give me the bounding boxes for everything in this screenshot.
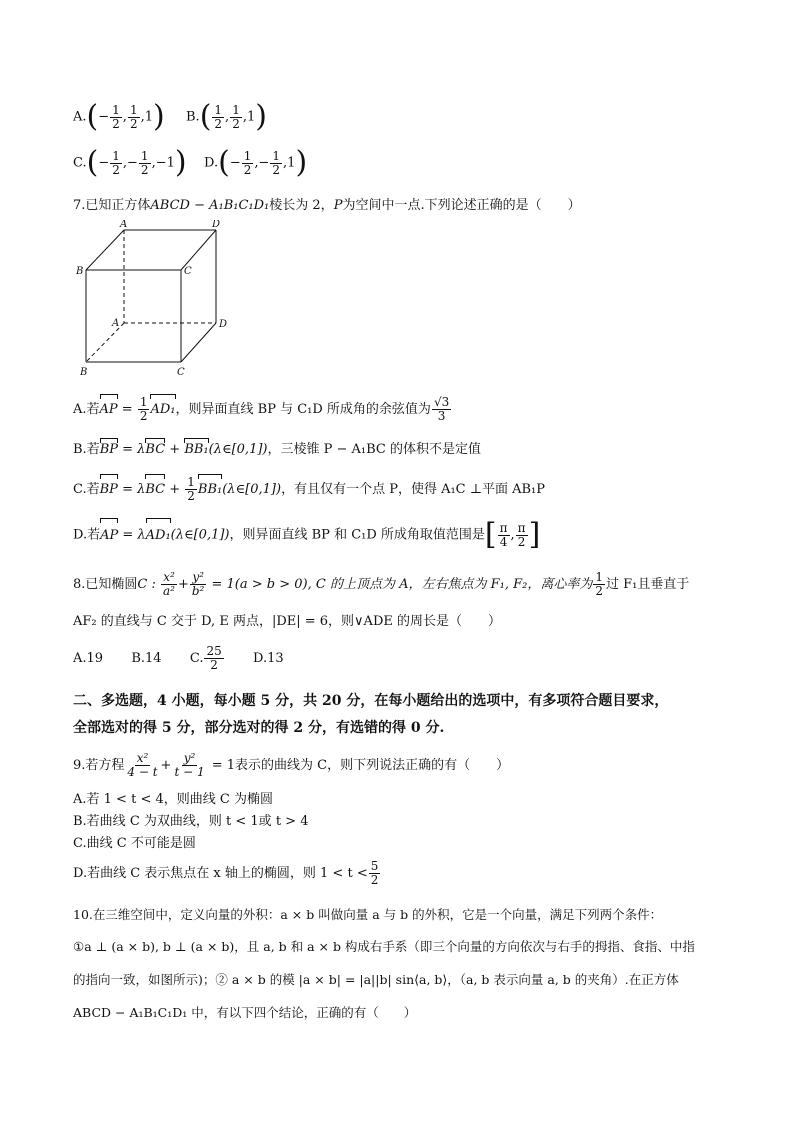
vertex-a1-label: A [112,318,120,329]
q8-stem-line2: AF₂ 的直线与 C 交于 D, E 两点，|DE| = 6，则∨ADE 的周长是（ ） [73,614,501,629]
q8-option-a[interactable]: A.19 [73,651,104,666]
q10-stem-line1: 10.在三维空间中，定义向量的外积：a × b 叫做向量 a 与 b 的外积，它是一个向量，满足下列两个条件： [73,907,663,922]
q8-options [73,645,284,673]
q6-option-b[interactable]: B.( $\frac{1}{2}$ , $\frac{1}{2}$ ,1) [186,99,267,134]
q6-option-c[interactable]: C.(− $\frac{1}{2}$ ,− $\frac{1}{2}$ ,−1) [73,145,187,180]
q6-option-d[interactable]: D.(− $\frac{1}{2}$ ,− $\frac{1}{2}$ ,1) [204,145,308,180]
vertex-b1-label: B [80,367,88,378]
q9-stem: 9.若方程 $\frac{\text{x²}}{4 - t}$ + $\frac{\text{y²}}{t - 1}$ = 1表示的曲线为 C，则下列说法正确的有（ ） [73,751,510,779]
q7-option-b[interactable]: B.若BP = λBC + BB₁(λ∈[0,1])，三棱锥 P − A₁BC 的体积不是定值 [73,442,481,457]
q8-stem-line1: 8.已知椭圆C : $\frac{\text{x²}}{\text{a²}}$ + $\frac{\text{y²}}{\text{b²}}$ = 1(a > b > 0), C 的上顶点为 A，左右焦点为 F₁, F₂，离心率为 $\frac{1}{2}$ 过 F₁且垂直于 [73,570,690,598]
vertex-b-label: B [76,266,84,277]
vertex-c1-label: C [177,367,185,378]
cube-figure [76,220,246,380]
q10-stem-line2: ①a ⊥ (a × b), b ⊥ (a × b)，且 a, b 和 a × b 构成右手系（即三个向量的方向依次与右手的拇指、食指、中指 [73,939,695,954]
q7-option-a[interactable]: A.若AP = $\frac{1}{2}$ AD₁，则异面直线 BP 与 C₁D 所成角的余弦值为 $\frac{√3}{3}$ [73,395,450,423]
q9-option-a[interactable]: A.若 1 < t < 4，则曲线 C 为椭圆 [73,792,273,807]
vertex-c-label: C [184,266,192,277]
vertex-d-label: D [212,220,221,230]
q10-stem-line4: ABCD − A₁B₁C₁D₁ 中，有以下四个结论，正确的有（ ） [73,1005,417,1020]
vertex-a-label: A [120,220,128,230]
q10-stem-line3: 的指向一致，如图所示)；② a × b 的模 |a × b| = |a||b| sin⟨a, b⟩，（a, b 表示向量 a, b 的夹角）.在正方体 [73,972,679,987]
section2-header-line2: 全部选对的得 5 分，部分选对的得 2 分，有选错的得 0 分. [73,720,445,736]
q9-option-c[interactable]: C.曲线 C 不可能是圆 [73,836,196,851]
q7-option-d[interactable]: D.若AP = λAD₁(λ∈[0,1])，则异面直线 BP 和 C₁D 所成角取值范围是[ $\frac{\pi}{4}$ , $\frac{\pi}{2}$ ] [73,517,541,552]
vertex-d1-label: D [219,319,228,330]
q8-option-c[interactable]: C. $\frac{25}{2}$ [189,644,222,672]
q8-option-d[interactable]: D.13 [253,651,284,666]
section2-header-line1: 二、多选题，4 小题，每小题 5 分，共 20 分，在每小题给出的选项中，有多项符合题目要求， [73,693,669,709]
q9-option-d[interactable]: D.若曲线 C 表示焦点在 x 轴上的椭圆，则 1 < t < $\frac{5}{2}$ [73,859,379,887]
q8-option-b[interactable]: B.14 [131,651,162,666]
q7-stem: 7.已知正方体ABCD − A₁B₁C₁D₁棱长为 2，P为空间中一点.下列论述正确的是（ ） [73,198,581,213]
q9-option-b[interactable]: B.若曲线 C 为双曲线，则 t < 1或 t > 4 [73,814,309,829]
q7-option-c[interactable]: C.若BP = λBC + $\frac{1}{2}$ BB₁(λ∈[0,1])，有且仅有一个点 P，使得 A₁C ⊥平面 AB₁P [73,475,546,503]
q6-option-a[interactable]: A.(− $\frac{1}{2}$ , $\frac{1}{2}$ ,1) [73,99,165,134]
